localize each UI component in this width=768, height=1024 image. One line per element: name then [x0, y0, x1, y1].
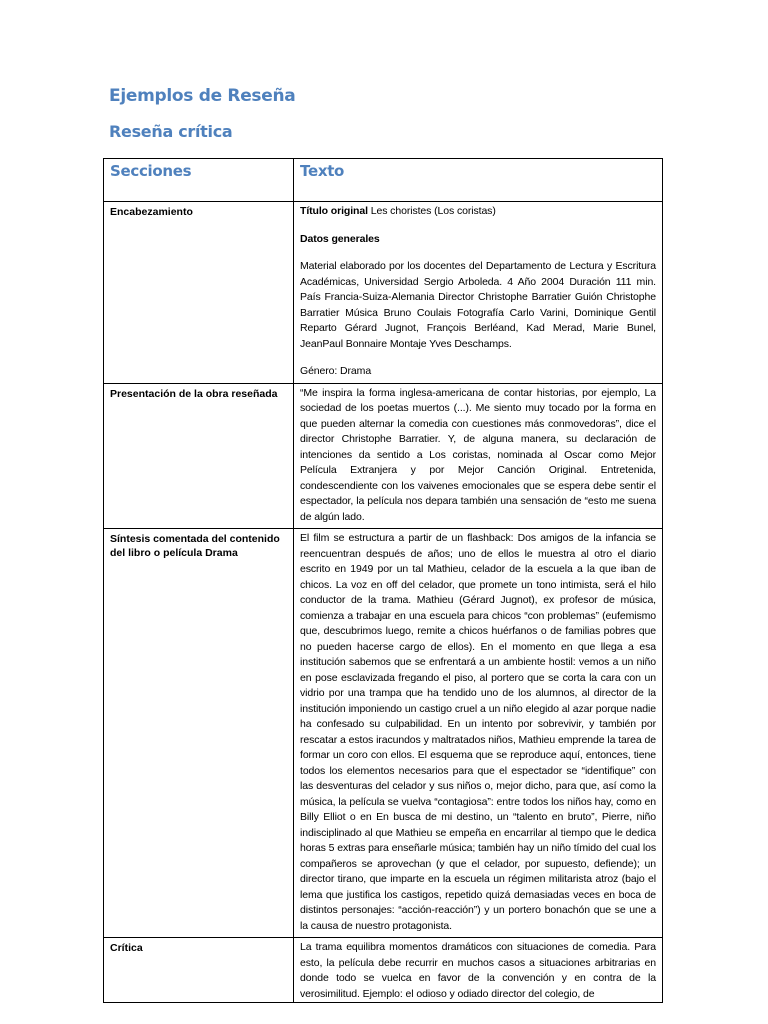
- row-label-encabezamiento: Encabezamiento: [104, 202, 294, 384]
- header-texto: Texto: [294, 159, 663, 202]
- datos-generales-label: Datos generales: [300, 232, 380, 245]
- page-subtitle: Reseña crítica: [109, 122, 233, 141]
- row-text-critica: La trama equilibra momentos dramáticos con situaciones de comedia. Para esto, la película debe recurrir en muchos casos a situaciones arbitrarias en donde todo se vuelca en favor de la convención y en contra de la verosimilitud. Ejemplo: el odioso y odiado director del colegio, de: [294, 938, 663, 1003]
- row-text-encabezamiento: [294, 202, 663, 384]
- genero-text: Género: Drama: [300, 365, 372, 377]
- table-row-critica: [104, 938, 663, 1003]
- row-label-sintesis: Síntesis comentada del contenido del libro o película Drama: [104, 529, 294, 938]
- table-header-row: [104, 159, 663, 202]
- table-row-presentacion: [104, 383, 663, 529]
- datos-generales-text: Material elaborado por los docentes del Departamento de Lectura y Escritura Académicas, Universidad Sergio Arboleda. 4 Año 2004 Duración 111 min. País Francia-Suiza-Alemania Director Christophe Barratier Guión Christophe Barratier Música Bruno Coulais Fotografía Carlo Varini, Dominique Gentil Reparto Gérard Jugnot, François Berléand, Kad Merad, Marie Bunel, JeanPaul Bonnaire Montaje Yves Deschamps.: [300, 260, 656, 350]
- review-table: [103, 158, 663, 1003]
- header-secciones: Secciones: [104, 159, 294, 202]
- row-text-presentacion: “Me inspira la forma inglesa-americana de contar historias, por ejemplo, La sociedad de los poetas muertos (...). Me siento muy tocado por la forma en que pueden alternar la comedia con cuestiones más conmovedoras”, dice el director Christophe Barratier. Y, de alguna manera, su declaración de intenciones da sentido a Los coristas, nominada al Oscar como Mejor Película Extranjera y por Mejor Canción Original. Entretenida, condescendiente con los vaivenes emocionales que se espera debe sentir el espectador, la película nos depara también una sensación de “esto me suena de algún lado.: [294, 383, 663, 529]
- row-label-critica: Crítica: [104, 938, 294, 1003]
- page-title: Ejemplos de Reseña: [109, 86, 296, 106]
- row-text-sintesis: El film se estructura a partir de un flashback: Dos amigos de la infancia se reencuentran después de años; uno de ellos le muestra al otro el diario escrito en 1949 por un tal Mathieu, celador de la escuela a la que iban de chicos. La voz en off del celador, que promete un tono intimista, será el hilo conductor de la trama. Mathieu (Gérard Jugnot), ex profesor de música, comienza a trabajar en una escuela para chicos “con problemas” (eufemismo que, descubrimos luego, remite a chicos huérfanos o de familias pobres que no pueden hacerse cargo de ellos). En el momento en que llega a esa institución sabemos que se enfrentará a un ambiente hostil: vemos a un niño en pose esclavizada fregando el piso, al portero que se corta la cara con un vidrio por una trampa que ha tendido uno de los alumnos, al director de la institución imponiendo un castigo cruel a un niño elegido al azar porque nadie ha confesado su culpabilidad. En un intento por sobrevivir, y también por rescatar a estos iracundos y maltratados niños, Mathieu emprende la tarea de formar un coro con ellos. El esquema que se reproduce aquí, entonces, tiene todos los elementos necesarios para que el espectador se “identifique” con las desventuras del celador y sus niños o, mejor dicho, para que, así como la música, la película se vuelva “contagiosa”: entre todos los niños hay, como en Billy Elliot o en En busca de mi destino, un “talento en bruto”, Pierre, niño indisciplinado al que Mathieu se empeña en encarrilar al tiempo que le dedica horas 5 extras para enseñarle música; también hay un niño tímido del cual los compañeros se aprovechan (y que el celador, por supuesto, defiende); un director tirano, que imparte en la escuela un régimen militarista atroz (bajo el lema que justifica los castigos, repetido quizá demasiadas veces en boca de distintos personajes: “acción-reacción”) y un portero bonachón que se une a la causa de nuestro protagonista.: [294, 529, 663, 938]
- table-row-encabezamiento: [104, 202, 663, 384]
- table-row-sintesis: [104, 529, 663, 938]
- titulo-value: Les choristes (Los coristas): [367, 205, 496, 217]
- row-label-presentacion: Presentación de la obra reseñada: [104, 383, 294, 529]
- titulo-label: Título original: [300, 205, 368, 217]
